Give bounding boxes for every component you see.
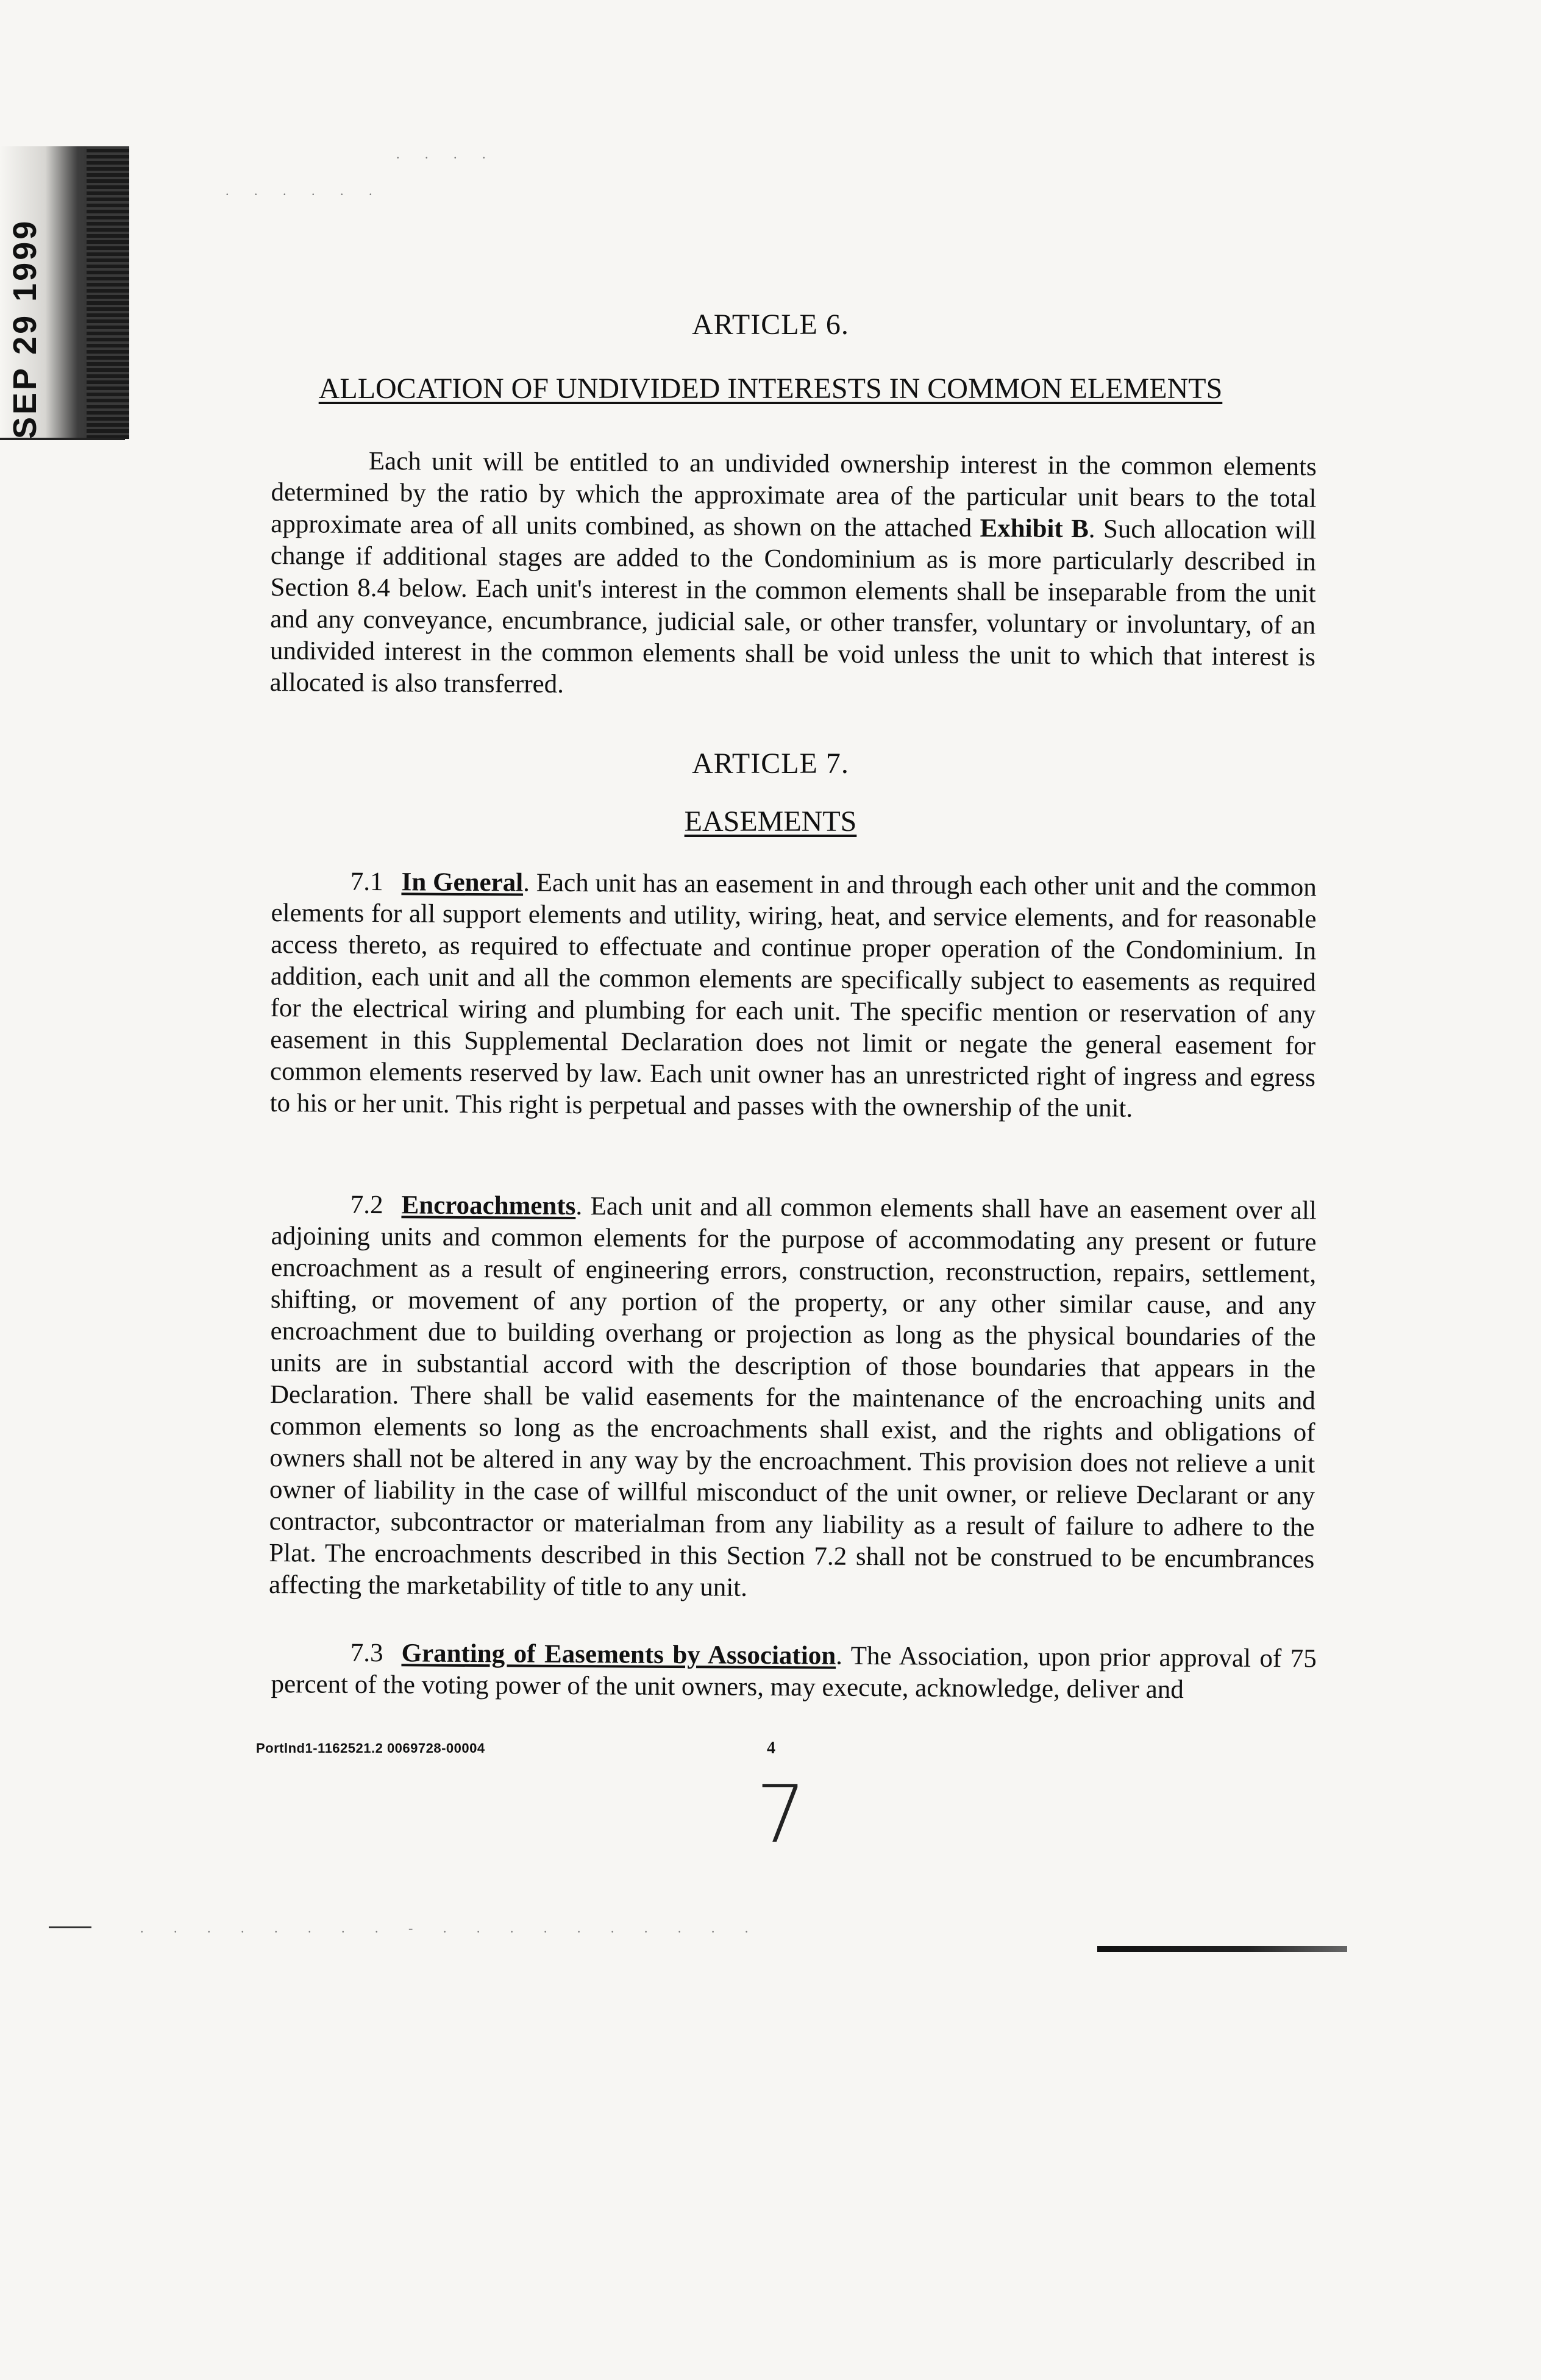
article-6-body-end: . Such allocation will change if additional stages are added to the Condominium as is more particularly described in Section 8.4 below. Each unit's interest in the common elements shall be inseparable from the unit and any conveyance, encumbrance, judicial sale, or other transfer, voluntary or involuntary, of an undivided interest in the common elements shall be void unless the unit to which that interest is allocated is also transferred. (269, 515, 1317, 699)
scan-edge-bar (1097, 1946, 1347, 1952)
section-7-3-paragraph (271, 1637, 1317, 1706)
article-6-paragraph (269, 445, 1317, 705)
section-text: . Each unit and all common elements shall have an easement over all adjoining units and common elements for the purpose of accommodating any present or future encroachment as a result of engineering errors, construction, reconstruction, repairs, settlement, shifting, or movement of any portion of the property, or any other similar cause, and any encroachment due to building overhang or projection as long as the physical boundaries of the units are in substantial accord with the description of those boundaries that appears in the Declaration. There shall be valid easements for the maintenance of the encroaching units and common elements so long as the encroachments shall exist, and the rights and obligations of owners shall not be altered in any way by the encroachment. This provision does not relieve a unit owner of liability in the case of willful misconduct of the unit owner, or relieve Declarant or any contractor, subcontractor or materialman from any liability as a result of failure to adhere to the Plat. The encroachments described in this Section 7.2 shall not be construed to be encumbrances affecting the marketability of title to any unit. (268, 1192, 1317, 1602)
scan-specks: . . . . . . (226, 183, 383, 198)
article-6-heading: ARTICLE 6. (692, 308, 849, 341)
article-7-subheading: EASEMENTS (684, 805, 857, 838)
scan-specks: . . . . . . . . - . . . . . . . . . . (140, 1920, 762, 1936)
handwritten-page-number: 7 (756, 1768, 806, 1861)
section-7-2-paragraph (269, 1189, 1317, 1607)
page-number: 4 (767, 1739, 775, 1758)
section-7-1-paragraph (269, 866, 1317, 1125)
section-title: Granting of Easements by Association (401, 1639, 836, 1670)
section-title: In General (401, 868, 524, 897)
article-6-subheading: ALLOCATION OF UNDIVIDED INTERESTS IN COMMON ELEMENTS (318, 372, 1223, 405)
document-id: Portlnd1-1162521.2 0069728-00004 (256, 1740, 485, 1756)
section-text: . Each unit has an easement in and through each other unit and the common elements for all support elements and utility, wiring, heat, and service elements, and for reasonable access thereto, as required to effectuate and continue proper operation of the Condominium. In addition, each unit and all the common elements are specifically subject to easements as required for the electrical wiring and plumbing for each unit. The specific mention or reservation of any easement in this Supplemental Declaration does not limit or negate the general easement for common elements reserved by law. Each unit owner has an unrestricted right of ingress and egress to his or her unit. This right is perpetual and passes with the ownership of the unit. (269, 868, 1317, 1123)
section-number: 7.1 (350, 867, 383, 897)
scan-specks: . . . . (396, 146, 497, 162)
section-title: Encroachments (401, 1191, 576, 1221)
section-number: 7.2 (350, 1190, 383, 1220)
scan-edge-line (49, 1926, 91, 1928)
exhibit-reference: Exhibit B (980, 514, 1089, 544)
article-7-heading: ARTICLE 7. (692, 747, 849, 780)
section-number: 7.3 (350, 1638, 383, 1668)
section-text: . The Association, upon prior approval of 75 percent of the voting power of the unit owners, may execute, acknowledge, deliver and (271, 1641, 1317, 1705)
article-6-body-start: Each unit will be entitled to an undivided ownership interest in the common elements determined by the ratio by which the approximate area of the particular unit bears to the total approximate area of all units combined, as shown on the attached (271, 446, 1317, 543)
